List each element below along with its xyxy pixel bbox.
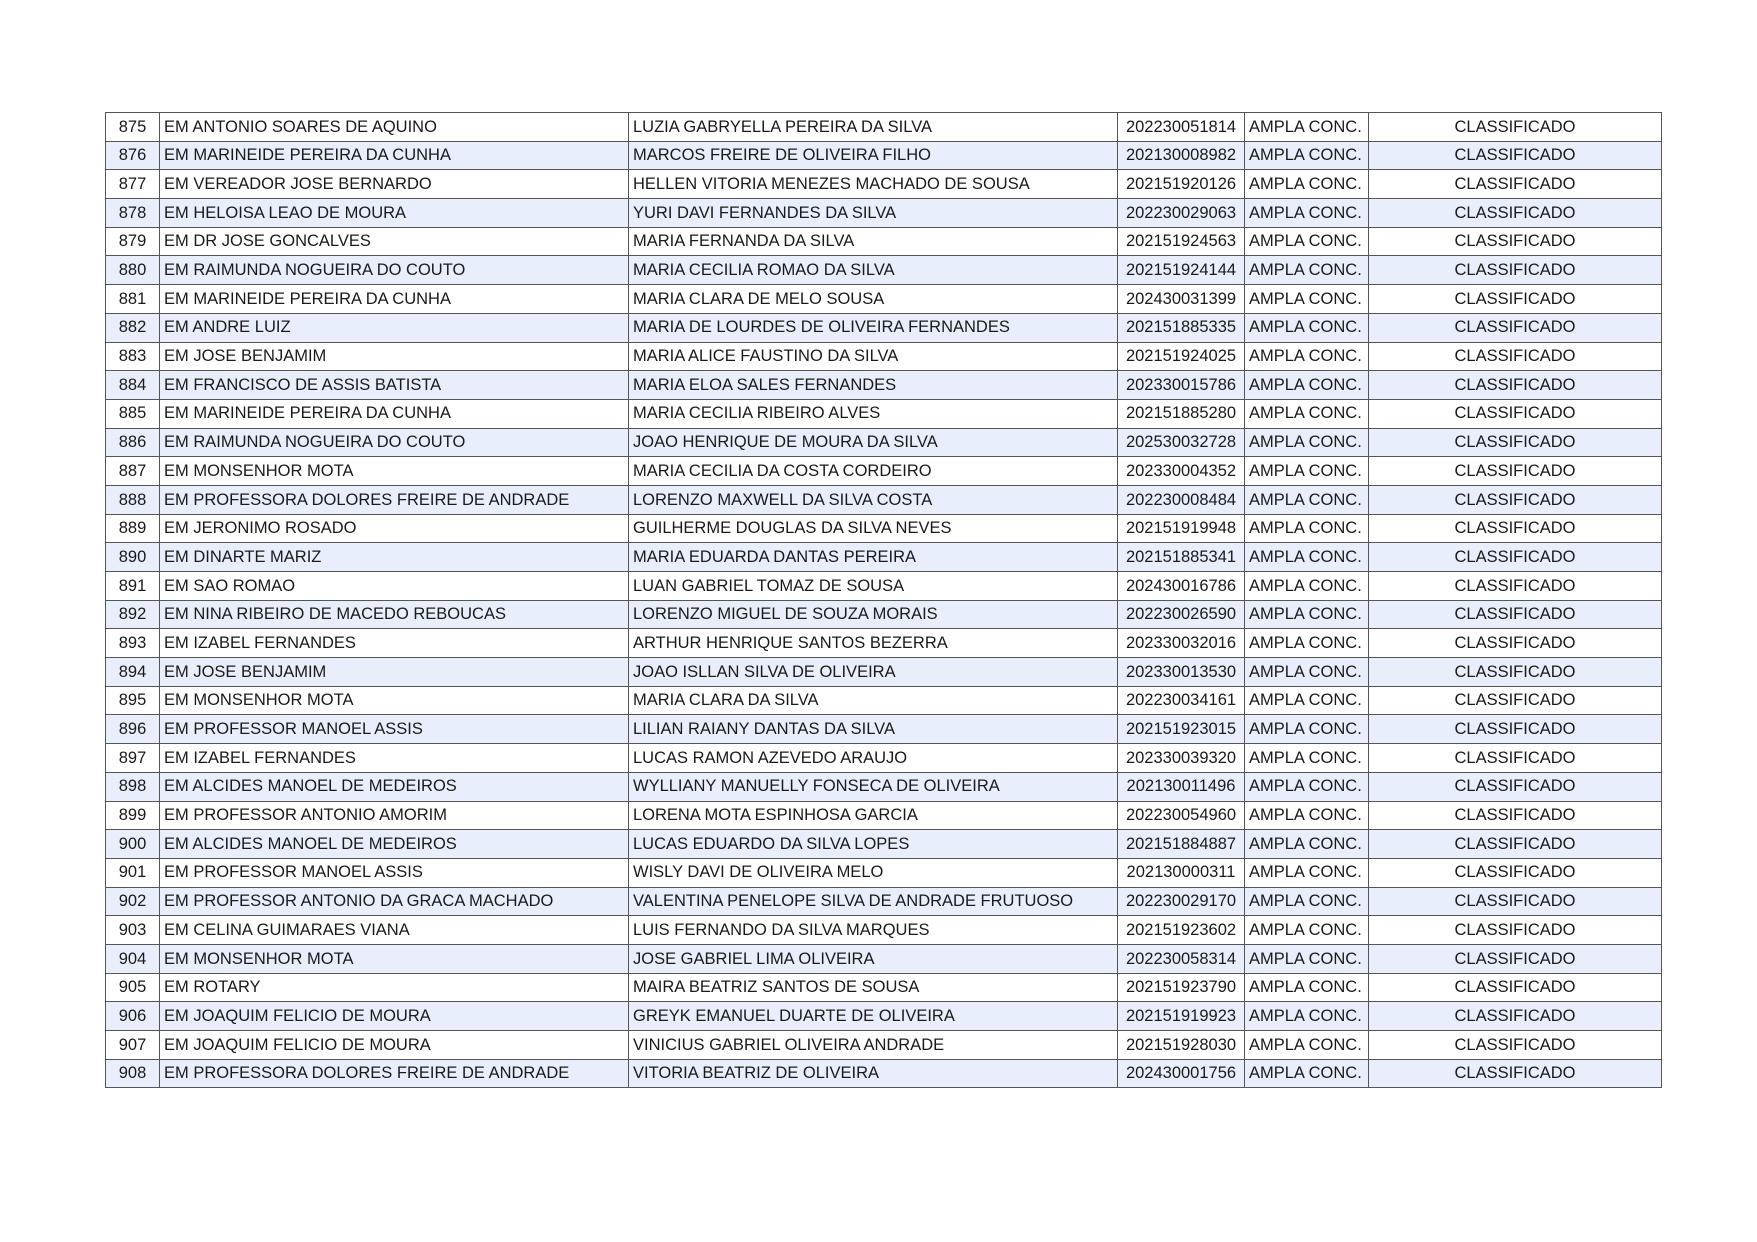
student-name-cell: JOAO HENRIQUE DE MOURA DA SILVA	[629, 428, 1118, 457]
quota-cell: AMPLA CONC.	[1245, 457, 1369, 486]
school-cell: EM PROFESSORA DOLORES FREIRE DE ANDRADE	[160, 485, 629, 514]
row-number-cell: 883	[106, 342, 160, 371]
table-row	[106, 514, 1662, 543]
quota-cell: AMPLA CONC.	[1245, 772, 1369, 801]
quota-cell: AMPLA CONC.	[1245, 170, 1369, 199]
table-row	[106, 744, 1662, 773]
registration-id-cell: 202230051814	[1118, 113, 1245, 142]
table-row	[106, 600, 1662, 629]
quota-cell: AMPLA CONC.	[1245, 285, 1369, 314]
school-cell: EM ALCIDES MANOEL DE MEDEIROS	[160, 772, 629, 801]
table-row	[106, 887, 1662, 916]
school-cell: EM MARINEIDE PEREIRA DA CUNHA	[160, 285, 629, 314]
student-name-cell: VINICIUS GABRIEL OLIVEIRA ANDRADE	[629, 1031, 1118, 1060]
row-number-cell: 879	[106, 227, 160, 256]
registration-id-cell: 202151928030	[1118, 1031, 1245, 1060]
quota-cell: AMPLA CONC.	[1245, 371, 1369, 400]
table-row	[106, 199, 1662, 228]
student-name-cell: MARIA CECILIA RIBEIRO ALVES	[629, 399, 1118, 428]
student-name-cell: MARIA DE LOURDES DE OLIVEIRA FERNANDES	[629, 313, 1118, 342]
school-cell: EM PROFESSOR ANTONIO AMORIM	[160, 801, 629, 830]
school-cell: EM RAIMUNDA NOGUEIRA DO COUTO	[160, 256, 629, 285]
row-number-cell: 908	[106, 1059, 160, 1088]
registration-id-cell: 202230029063	[1118, 199, 1245, 228]
status-cell: CLASSIFICADO	[1369, 916, 1662, 945]
school-cell: EM PROFESSOR MANOEL ASSIS	[160, 858, 629, 887]
quota-cell: AMPLA CONC.	[1245, 313, 1369, 342]
table-row	[106, 141, 1662, 170]
row-number-cell: 904	[106, 944, 160, 973]
registration-id-cell: 202330032016	[1118, 629, 1245, 658]
student-name-cell: GUILHERME DOUGLAS DA SILVA NEVES	[629, 514, 1118, 543]
school-cell: EM JOAQUIM FELICIO DE MOURA	[160, 1002, 629, 1031]
student-name-cell: MARIA FERNANDA DA SILVA	[629, 227, 1118, 256]
table-row	[106, 1031, 1662, 1060]
quota-cell: AMPLA CONC.	[1245, 428, 1369, 457]
table-row	[106, 428, 1662, 457]
quota-cell: AMPLA CONC.	[1245, 744, 1369, 773]
row-number-cell: 894	[106, 658, 160, 687]
table-row	[106, 973, 1662, 1002]
row-number-cell: 900	[106, 830, 160, 859]
table-row	[106, 485, 1662, 514]
status-cell: CLASSIFICADO	[1369, 141, 1662, 170]
status-cell: CLASSIFICADO	[1369, 973, 1662, 1002]
status-cell: CLASSIFICADO	[1369, 572, 1662, 601]
status-cell: CLASSIFICADO	[1369, 629, 1662, 658]
registration-id-cell: 202130000311	[1118, 858, 1245, 887]
status-cell: CLASSIFICADO	[1369, 227, 1662, 256]
quota-cell: AMPLA CONC.	[1245, 399, 1369, 428]
status-cell: CLASSIFICADO	[1369, 342, 1662, 371]
quota-cell: AMPLA CONC.	[1245, 1031, 1369, 1060]
table-row	[106, 658, 1662, 687]
student-name-cell: MARIA EDUARDA DANTAS PEREIRA	[629, 543, 1118, 572]
school-cell: EM ANTONIO SOARES DE AQUINO	[160, 113, 629, 142]
school-cell: EM ALCIDES MANOEL DE MEDEIROS	[160, 830, 629, 859]
row-number-cell: 899	[106, 801, 160, 830]
row-number-cell: 886	[106, 428, 160, 457]
row-number-cell: 907	[106, 1031, 160, 1060]
registration-id-cell: 202230054960	[1118, 801, 1245, 830]
student-name-cell: WYLLIANY MANUELLY FONSECA DE OLIVEIRA	[629, 772, 1118, 801]
student-name-cell: LUAN GABRIEL TOMAZ DE SOUSA	[629, 572, 1118, 601]
school-cell: EM IZABEL FERNANDES	[160, 629, 629, 658]
registration-id-cell: 202230026590	[1118, 600, 1245, 629]
status-cell: CLASSIFICADO	[1369, 887, 1662, 916]
row-number-cell: 878	[106, 199, 160, 228]
registration-id-cell: 202151885280	[1118, 399, 1245, 428]
table-row	[106, 686, 1662, 715]
quota-cell: AMPLA CONC.	[1245, 514, 1369, 543]
school-cell: EM PROFESSOR MANOEL ASSIS	[160, 715, 629, 744]
school-cell: EM RAIMUNDA NOGUEIRA DO COUTO	[160, 428, 629, 457]
row-number-cell: 880	[106, 256, 160, 285]
registration-id-cell: 202151924025	[1118, 342, 1245, 371]
row-number-cell: 889	[106, 514, 160, 543]
registration-id-cell: 202430016786	[1118, 572, 1245, 601]
student-name-cell: LUZIA GABRYELLA PEREIRA DA SILVA	[629, 113, 1118, 142]
table-row	[106, 858, 1662, 887]
status-cell: CLASSIFICADO	[1369, 485, 1662, 514]
status-cell: CLASSIFICADO	[1369, 801, 1662, 830]
registration-id-cell: 202530032728	[1118, 428, 1245, 457]
student-name-cell: JOAO ISLLAN SILVA DE OLIVEIRA	[629, 658, 1118, 687]
status-cell: CLASSIFICADO	[1369, 1059, 1662, 1088]
registration-id-cell: 202151923602	[1118, 916, 1245, 945]
status-cell: CLASSIFICADO	[1369, 686, 1662, 715]
table-row	[106, 170, 1662, 199]
status-cell: CLASSIFICADO	[1369, 1031, 1662, 1060]
results-table	[105, 112, 1662, 1088]
table-row	[106, 830, 1662, 859]
school-cell: EM DR JOSE GONCALVES	[160, 227, 629, 256]
student-name-cell: MARIA CECILIA ROMAO DA SILVA	[629, 256, 1118, 285]
row-number-cell: 888	[106, 485, 160, 514]
quota-cell: AMPLA CONC.	[1245, 113, 1369, 142]
status-cell: CLASSIFICADO	[1369, 399, 1662, 428]
quota-cell: AMPLA CONC.	[1245, 916, 1369, 945]
quota-cell: AMPLA CONC.	[1245, 715, 1369, 744]
quota-cell: AMPLA CONC.	[1245, 658, 1369, 687]
student-name-cell: LILIAN RAIANY DANTAS DA SILVA	[629, 715, 1118, 744]
row-number-cell: 897	[106, 744, 160, 773]
school-cell: EM MARINEIDE PEREIRA DA CUNHA	[160, 141, 629, 170]
student-name-cell: MARIA ELOA SALES FERNANDES	[629, 371, 1118, 400]
row-number-cell: 903	[106, 916, 160, 945]
school-cell: EM JOAQUIM FELICIO DE MOURA	[160, 1031, 629, 1060]
table-row	[106, 256, 1662, 285]
registration-id-cell: 202151924563	[1118, 227, 1245, 256]
status-cell: CLASSIFICADO	[1369, 944, 1662, 973]
status-cell: CLASSIFICADO	[1369, 715, 1662, 744]
table-row	[106, 371, 1662, 400]
table-row	[106, 944, 1662, 973]
table-row	[106, 399, 1662, 428]
registration-id-cell: 202230029170	[1118, 887, 1245, 916]
status-cell: CLASSIFICADO	[1369, 830, 1662, 859]
student-name-cell: LUCAS RAMON AZEVEDO ARAUJO	[629, 744, 1118, 773]
school-cell: EM MARINEIDE PEREIRA DA CUNHA	[160, 399, 629, 428]
status-cell: CLASSIFICADO	[1369, 514, 1662, 543]
quota-cell: AMPLA CONC.	[1245, 600, 1369, 629]
school-cell: EM VEREADOR JOSE BERNARDO	[160, 170, 629, 199]
school-cell: EM JOSE BENJAMIM	[160, 658, 629, 687]
row-number-cell: 892	[106, 600, 160, 629]
registration-id-cell: 202230008484	[1118, 485, 1245, 514]
table-row	[106, 1059, 1662, 1088]
school-cell: EM MONSENHOR MOTA	[160, 457, 629, 486]
school-cell: EM MONSENHOR MOTA	[160, 686, 629, 715]
quota-cell: AMPLA CONC.	[1245, 887, 1369, 916]
quota-cell: AMPLA CONC.	[1245, 227, 1369, 256]
student-name-cell: MARIA ALICE FAUSTINO DA SILVA	[629, 342, 1118, 371]
school-cell: EM ROTARY	[160, 973, 629, 1002]
row-number-cell: 876	[106, 141, 160, 170]
school-cell: EM JERONIMO ROSADO	[160, 514, 629, 543]
row-number-cell: 875	[106, 113, 160, 142]
student-name-cell: MAIRA BEATRIZ SANTOS DE SOUSA	[629, 973, 1118, 1002]
student-name-cell: VITORIA BEATRIZ DE OLIVEIRA	[629, 1059, 1118, 1088]
quota-cell: AMPLA CONC.	[1245, 485, 1369, 514]
row-number-cell: 906	[106, 1002, 160, 1031]
student-name-cell: LORENZO MIGUEL DE SOUZA MORAIS	[629, 600, 1118, 629]
student-name-cell: HELLEN VITORIA MENEZES MACHADO DE SOUSA	[629, 170, 1118, 199]
quota-cell: AMPLA CONC.	[1245, 256, 1369, 285]
school-cell: EM ANDRE LUIZ	[160, 313, 629, 342]
quota-cell: AMPLA CONC.	[1245, 973, 1369, 1002]
table-row	[106, 113, 1662, 142]
status-cell: CLASSIFICADO	[1369, 457, 1662, 486]
school-cell: EM JOSE BENJAMIM	[160, 342, 629, 371]
status-cell: CLASSIFICADO	[1369, 772, 1662, 801]
student-name-cell: GREYK EMANUEL DUARTE DE OLIVEIRA	[629, 1002, 1118, 1031]
student-name-cell: LUIS FERNANDO DA SILVA MARQUES	[629, 916, 1118, 945]
school-cell: EM CELINA GUIMARAES VIANA	[160, 916, 629, 945]
student-name-cell: MARIA CECILIA DA COSTA CORDEIRO	[629, 457, 1118, 486]
row-number-cell: 901	[106, 858, 160, 887]
row-number-cell: 890	[106, 543, 160, 572]
status-cell: CLASSIFICADO	[1369, 858, 1662, 887]
quota-cell: AMPLA CONC.	[1245, 543, 1369, 572]
school-cell: EM FRANCISCO DE ASSIS BATISTA	[160, 371, 629, 400]
registration-id-cell: 202230058314	[1118, 944, 1245, 973]
table-row	[106, 715, 1662, 744]
table-row	[106, 916, 1662, 945]
row-number-cell: 902	[106, 887, 160, 916]
row-number-cell: 887	[106, 457, 160, 486]
registration-id-cell: 202430031399	[1118, 285, 1245, 314]
registration-id-cell: 202130008982	[1118, 141, 1245, 170]
status-cell: CLASSIFICADO	[1369, 371, 1662, 400]
row-number-cell: 898	[106, 772, 160, 801]
table-row	[106, 313, 1662, 342]
registration-id-cell: 202330004352	[1118, 457, 1245, 486]
registration-id-cell: 202151923790	[1118, 973, 1245, 1002]
row-number-cell: 885	[106, 399, 160, 428]
status-cell: CLASSIFICADO	[1369, 744, 1662, 773]
status-cell: CLASSIFICADO	[1369, 600, 1662, 629]
row-number-cell: 905	[106, 973, 160, 1002]
table-row	[106, 629, 1662, 658]
registration-id-cell: 202151924144	[1118, 256, 1245, 285]
student-name-cell: VALENTINA PENELOPE SILVA DE ANDRADE FRUTUOSO	[629, 887, 1118, 916]
school-cell: EM DINARTE MARIZ	[160, 543, 629, 572]
registration-id-cell: 202151919948	[1118, 514, 1245, 543]
quota-cell: AMPLA CONC.	[1245, 830, 1369, 859]
school-cell: EM HELOISA LEAO DE MOURA	[160, 199, 629, 228]
status-cell: CLASSIFICADO	[1369, 285, 1662, 314]
table-row	[106, 285, 1662, 314]
table-row	[106, 543, 1662, 572]
school-cell: EM PROFESSORA DOLORES FREIRE DE ANDRADE	[160, 1059, 629, 1088]
table-row	[106, 772, 1662, 801]
school-cell: EM MONSENHOR MOTA	[160, 944, 629, 973]
status-cell: CLASSIFICADO	[1369, 170, 1662, 199]
status-cell: CLASSIFICADO	[1369, 658, 1662, 687]
row-number-cell: 891	[106, 572, 160, 601]
student-name-cell: ARTHUR HENRIQUE SANTOS BEZERRA	[629, 629, 1118, 658]
student-name-cell: LUCAS EDUARDO DA SILVA LOPES	[629, 830, 1118, 859]
status-cell: CLASSIFICADO	[1369, 113, 1662, 142]
quota-cell: AMPLA CONC.	[1245, 342, 1369, 371]
school-cell: EM IZABEL FERNANDES	[160, 744, 629, 773]
table-row	[106, 1002, 1662, 1031]
registration-id-cell: 202330015786	[1118, 371, 1245, 400]
status-cell: CLASSIFICADO	[1369, 428, 1662, 457]
student-name-cell: JOSE GABRIEL LIMA OLIVEIRA	[629, 944, 1118, 973]
quota-cell: AMPLA CONC.	[1245, 199, 1369, 228]
table-row	[106, 342, 1662, 371]
quota-cell: AMPLA CONC.	[1245, 141, 1369, 170]
student-name-cell: LORENZO MAXWELL DA SILVA COSTA	[629, 485, 1118, 514]
student-name-cell: LORENA MOTA ESPINHOSA GARCIA	[629, 801, 1118, 830]
school-cell: EM PROFESSOR ANTONIO DA GRACA MACHADO	[160, 887, 629, 916]
row-number-cell: 884	[106, 371, 160, 400]
quota-cell: AMPLA CONC.	[1245, 572, 1369, 601]
registration-id-cell: 202330039320	[1118, 744, 1245, 773]
table-row	[106, 227, 1662, 256]
table-row	[106, 457, 1662, 486]
student-name-cell: MARCOS FREIRE DE OLIVEIRA FILHO	[629, 141, 1118, 170]
row-number-cell: 895	[106, 686, 160, 715]
quota-cell: AMPLA CONC.	[1245, 686, 1369, 715]
student-name-cell: WISLY DAVI DE OLIVEIRA MELO	[629, 858, 1118, 887]
registration-id-cell: 202151884887	[1118, 830, 1245, 859]
quota-cell: AMPLA CONC.	[1245, 858, 1369, 887]
registration-id-cell: 202230034161	[1118, 686, 1245, 715]
school-cell: EM SAO ROMAO	[160, 572, 629, 601]
registration-id-cell: 202430001756	[1118, 1059, 1245, 1088]
table-row	[106, 801, 1662, 830]
status-cell: CLASSIFICADO	[1369, 199, 1662, 228]
registration-id-cell: 202130011496	[1118, 772, 1245, 801]
row-number-cell: 896	[106, 715, 160, 744]
row-number-cell: 881	[106, 285, 160, 314]
quota-cell: AMPLA CONC.	[1245, 944, 1369, 973]
student-name-cell: MARIA CLARA DE MELO SOUSA	[629, 285, 1118, 314]
row-number-cell: 893	[106, 629, 160, 658]
registration-id-cell: 202151885335	[1118, 313, 1245, 342]
status-cell: CLASSIFICADO	[1369, 256, 1662, 285]
row-number-cell: 877	[106, 170, 160, 199]
quota-cell: AMPLA CONC.	[1245, 1002, 1369, 1031]
status-cell: CLASSIFICADO	[1369, 313, 1662, 342]
table-row	[106, 572, 1662, 601]
quota-cell: AMPLA CONC.	[1245, 1059, 1369, 1088]
registration-id-cell: 202151919923	[1118, 1002, 1245, 1031]
quota-cell: AMPLA CONC.	[1245, 629, 1369, 658]
student-name-cell: MARIA CLARA DA SILVA	[629, 686, 1118, 715]
results-table-body	[106, 113, 1662, 1088]
status-cell: CLASSIFICADO	[1369, 543, 1662, 572]
registration-id-cell: 202151923015	[1118, 715, 1245, 744]
status-cell: CLASSIFICADO	[1369, 1002, 1662, 1031]
row-number-cell: 882	[106, 313, 160, 342]
student-name-cell: YURI DAVI FERNANDES DA SILVA	[629, 199, 1118, 228]
school-cell: EM NINA RIBEIRO DE MACEDO REBOUCAS	[160, 600, 629, 629]
registration-id-cell: 202151920126	[1118, 170, 1245, 199]
registration-id-cell: 202151885341	[1118, 543, 1245, 572]
quota-cell: AMPLA CONC.	[1245, 801, 1369, 830]
registration-id-cell: 202330013530	[1118, 658, 1245, 687]
